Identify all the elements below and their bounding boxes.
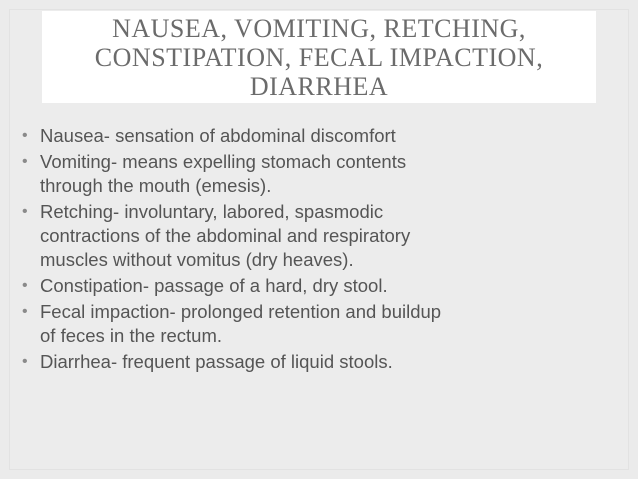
bullet-dot-icon: • <box>22 353 28 370</box>
bullet-fecal-impaction <box>22 300 612 348</box>
bullet-text-line: through the mouth (emesis). <box>40 175 272 196</box>
bullet-text-line: Constipation- passage of a hard, dry stool. <box>40 275 388 296</box>
bullet-text-line: Retching- involuntary, labored, spasmodic <box>40 201 384 222</box>
title-line-1: NAUSEA, VOMITING, RETCHING, <box>112 14 526 43</box>
bullet-dot-icon: • <box>22 127 28 144</box>
bullet-text-line: Fecal impaction- prolonged retention and buildup <box>40 301 442 322</box>
bullet-list <box>22 124 612 376</box>
bullet-diarrhea <box>22 350 612 374</box>
bullet-text-line: of feces in the rectum. <box>40 325 223 346</box>
bullet-vomiting <box>22 150 612 198</box>
title-line-3: DIARRHEA <box>249 72 389 101</box>
bullet-dot-icon: • <box>22 153 28 170</box>
bullet-text-line: Vomiting- means expelling stomach contents <box>40 151 407 172</box>
bullet-nausea <box>22 124 612 148</box>
bullet-dot-icon: • <box>22 203 28 220</box>
bullet-dot-icon: • <box>22 303 28 320</box>
slide-title <box>42 11 596 103</box>
bullet-text-line: muscles without vomitus (dry heaves). <box>40 249 354 270</box>
title-line-2: CONSTIPATION, FECAL IMPACTION, <box>94 43 544 72</box>
bullet-retching <box>22 200 612 272</box>
bullet-text-line: Nausea- sensation of abdominal discomfort <box>40 125 396 146</box>
bullet-dot-icon: • <box>22 277 28 294</box>
bullet-constipation <box>22 274 612 298</box>
bullet-text-line: Diarrhea- frequent passage of liquid stools. <box>40 351 393 372</box>
bullet-text-line: contractions of the abdominal and respiratory <box>40 225 411 246</box>
